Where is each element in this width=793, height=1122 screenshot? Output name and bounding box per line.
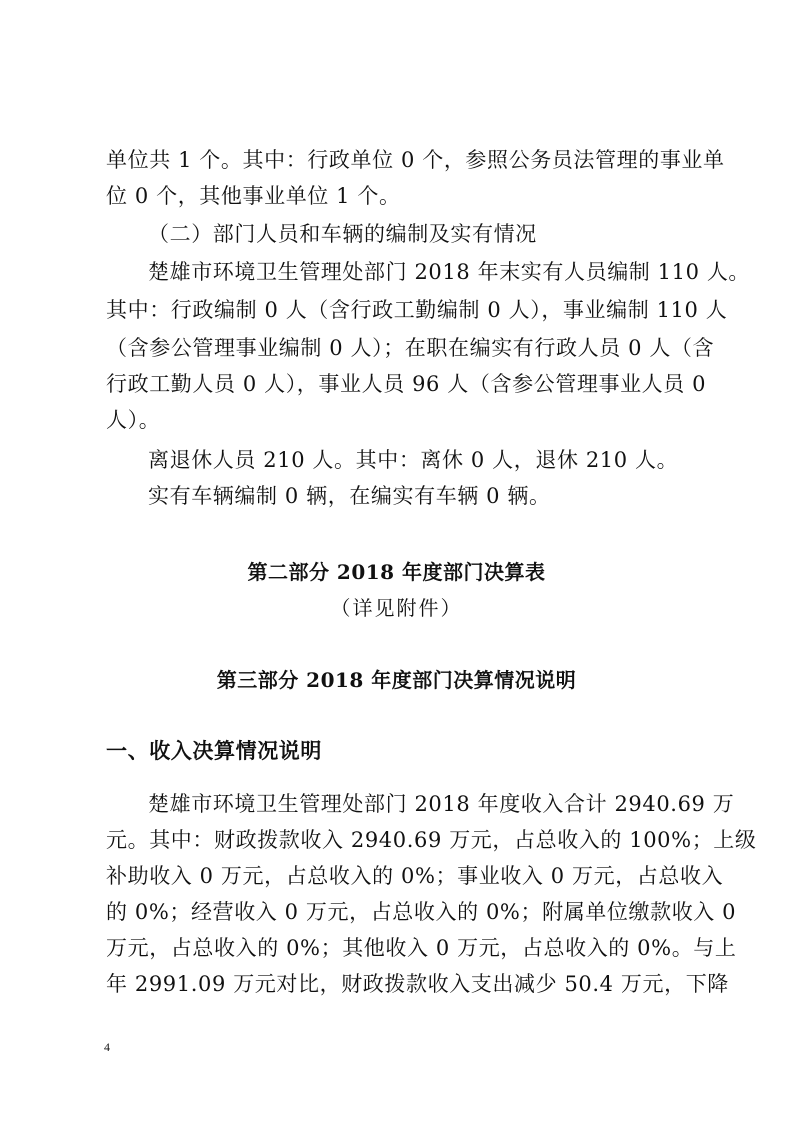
income-line-3: 补助收入 0 万元，占总收入的 0%；事业收入 0 万元，占总收入 [106, 864, 724, 888]
income-section-heading: 一、收入决算情况说明 [106, 738, 322, 763]
vehicle-line: 实有车辆编制 0 辆，在编实有车辆 0 辆。 [148, 484, 551, 508]
page-number: 4 [104, 1040, 110, 1054]
retired-line: 离退休人员 210 人。其中：离休 0 人，退休 210 人。 [148, 448, 679, 472]
unit-count-line-1: 单位共 1 个。其中：行政单位 0 个，参照公务员法管理的事业单 [106, 148, 725, 172]
staff-line-5: 人）。 [106, 408, 161, 432]
income-line-6: 年 2991.09 万元对比，财政拨款收入支出减少 50.4 万元，下降 [106, 972, 729, 996]
income-line-4: 的 0%；经营收入 0 万元，占总收入的 0%；附属单位缴款收入 0 [106, 900, 737, 924]
staff-line-2: 其中：行政编制 0 人（含行政工勤编制 0 人），事业编制 110 人 [106, 298, 728, 322]
part2-title: 第二部分 2018 年度部门决算表 [247, 560, 546, 584]
part2-note: （详见附件） [330, 596, 463, 620]
income-line-5: 万元，占总收入的 0%；其他收入 0 万元，占总收入的 0%。与上 [106, 936, 737, 960]
staff-line-4: 行政工勤人员 0 人），事业人员 96 人（含参公管理事业人员 0 [106, 372, 707, 396]
income-line-2: 元。其中：财政拨款收入 2940.69 万元，占总收入的 100%；上级 [106, 828, 757, 852]
unit-count-line-2: 位 0 个，其他事业单位 1 个。 [106, 184, 401, 208]
staff-line-3: （含参公管理事业编制 0 人）；在职在编实有行政人员 0 人（含 [106, 336, 715, 360]
income-line-1: 楚雄市环境卫生管理处部门 2018 年度收入合计 2940.69 万 [148, 792, 735, 816]
staff-line-1: 楚雄市环境卫生管理处部门 2018 年末实有人员编制 110 人。 [148, 260, 751, 284]
part3-title: 第三部分 2018 年度部门决算情况说明 [216, 668, 577, 692]
staff-vehicle-heading: （二）部门人员和车辆的编制及实有情况 [148, 222, 537, 246]
